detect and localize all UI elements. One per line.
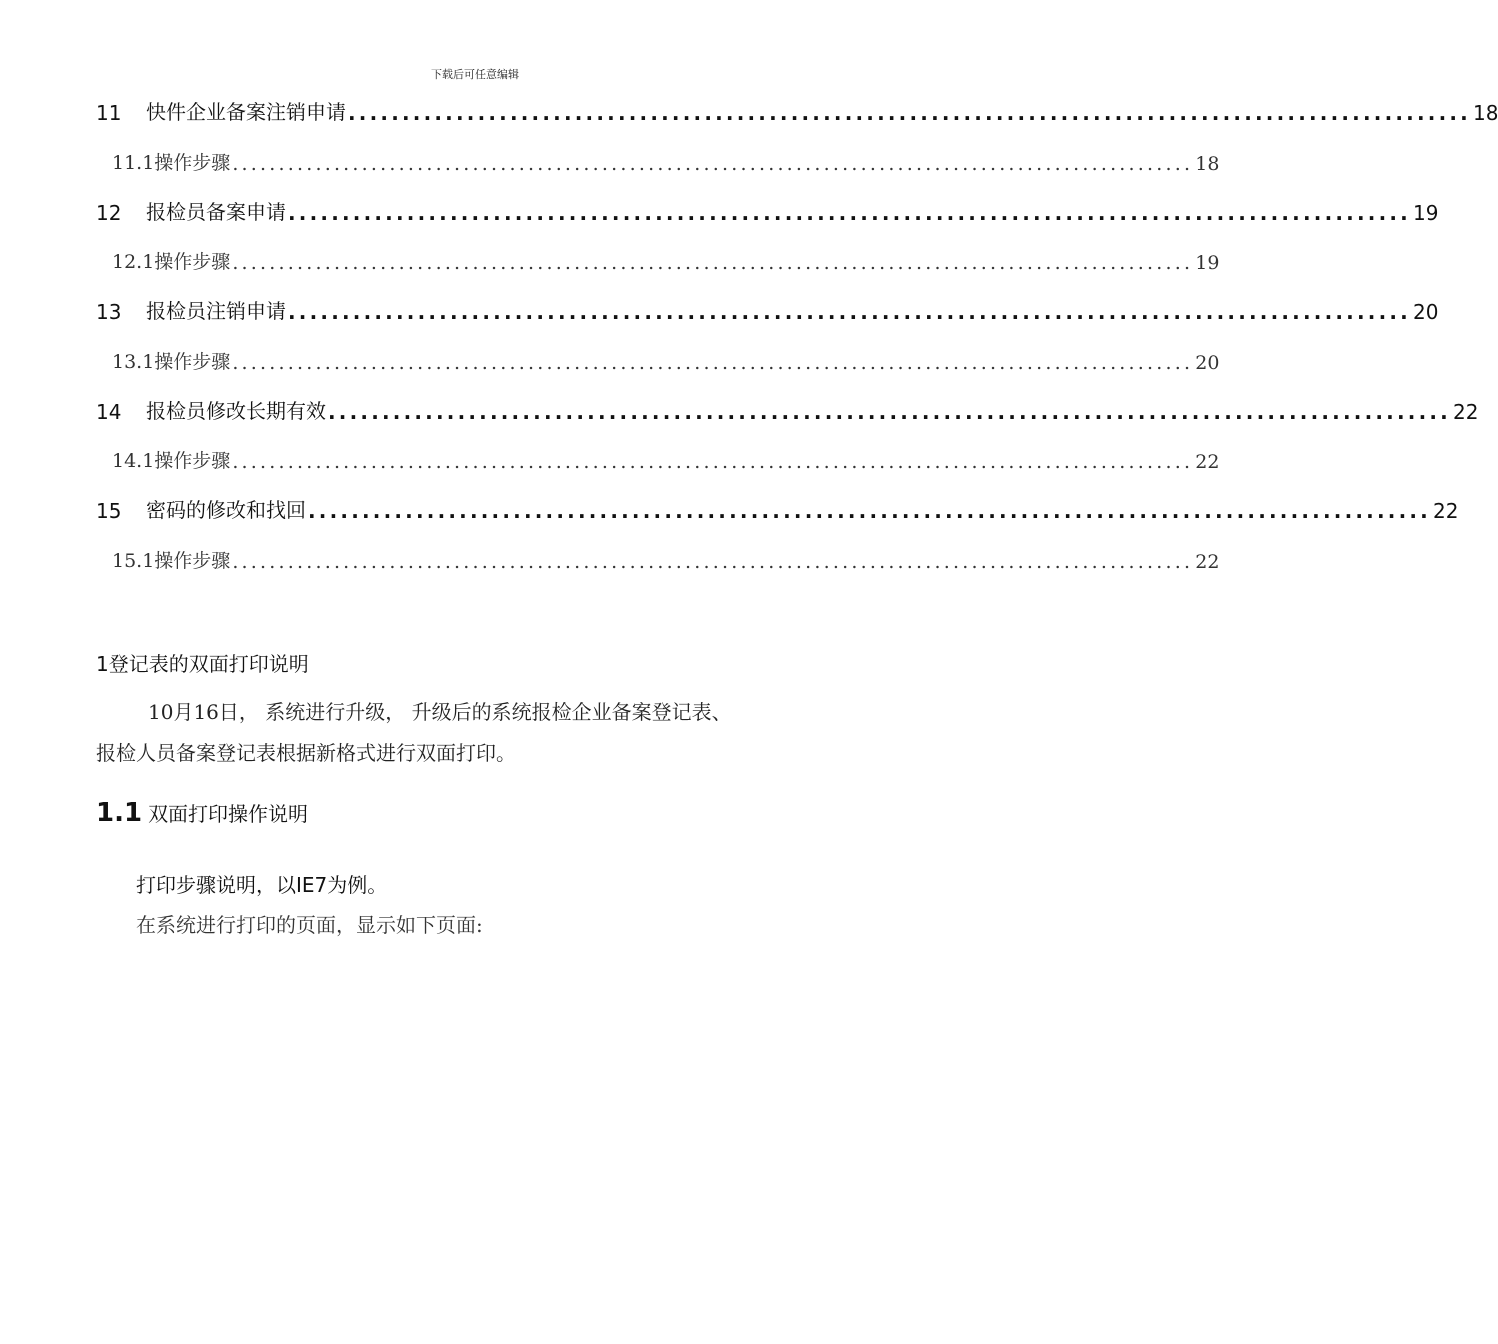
toc-entry[interactable] [96,495,1459,523]
toc-number: 12 [96,201,122,225]
toc-title: 快件企业备案注销申请 [146,100,346,124]
toc-leader: ........................................................................................................ [232,252,1194,274]
toc-number: 13 [96,300,122,324]
toc-entry[interactable] [112,346,1220,374]
toc-leader: ........................................................................................................ [328,400,1451,424]
toc-title: 报检员备案申请 [146,200,286,224]
toc-entry[interactable] [112,246,1220,274]
toc-entry[interactable] [96,197,1439,225]
toc-leader: ........................................................................................................ [232,352,1194,374]
section-heading: 1登记表的双面打印说明 [96,652,309,676]
toc-leader: ........................................................................................................ [288,300,1411,324]
toc-page: 19 [1195,252,1220,274]
toc-title: 报检员注销申请 [146,299,286,323]
toc-page: 22 [1432,499,1459,523]
toc-page: 18 [1195,153,1220,175]
toc-page: 18 [1472,101,1498,125]
subsection-heading [96,798,308,828]
toc-number: 15 [96,499,122,523]
toc-title: 13.1操作步骤 [112,351,231,373]
toc-entry[interactable] [112,545,1220,573]
toc-title: 密码的修改和找回 [146,498,306,522]
subsection-title: 双面打印操作说明 [148,802,309,826]
toc-leader: ........................................................................................................ [232,551,1194,573]
page-header: 下载后可任意编辑 [431,68,519,81]
toc-entry[interactable] [96,396,1479,424]
paragraph-line: 报检人员备案登记表根据新格式进行双面打印。 [96,741,516,765]
toc-title: 12.1操作步骤 [112,251,231,273]
step-description: 打印步骤说明，以IE7为例。 [136,873,388,897]
toc-leader: ........................................................................................................ [288,201,1411,225]
toc-page: 22 [1452,400,1479,424]
paragraph-line: 10月16日， 系统进行升级， 升级后的系统报检企业备案登记表、 [148,700,732,724]
toc-page: 22 [1195,551,1220,573]
toc-entry[interactable] [112,445,1220,473]
toc-number: 14 [96,400,122,424]
toc-page: 20 [1412,300,1439,324]
toc-page: 20 [1195,352,1220,374]
toc-leader: ........................................................................................................ [348,101,1471,125]
toc-title: 15.1操作步骤 [112,550,231,572]
toc-title: 14.1操作步骤 [112,450,231,472]
toc-entry[interactable] [96,296,1439,324]
toc-title: 报检员修改长期有效 [146,399,326,423]
step-text: 在系统进行打印的页面，显示如下页面: [136,913,483,937]
toc-entry[interactable] [112,147,1220,175]
toc-leader: ........................................................................................................ [308,499,1431,523]
toc-leader: ........................................................................................................ [232,153,1194,175]
toc-page: 19 [1412,201,1439,225]
toc-title: 11.1操作步骤 [112,152,231,174]
toc-entry[interactable] [96,97,1498,125]
subsection-number: 1.1 [96,798,143,828]
toc-page: 22 [1195,451,1220,473]
toc-leader: ........................................................................................................ [232,451,1194,473]
toc-number: 11 [96,101,122,125]
